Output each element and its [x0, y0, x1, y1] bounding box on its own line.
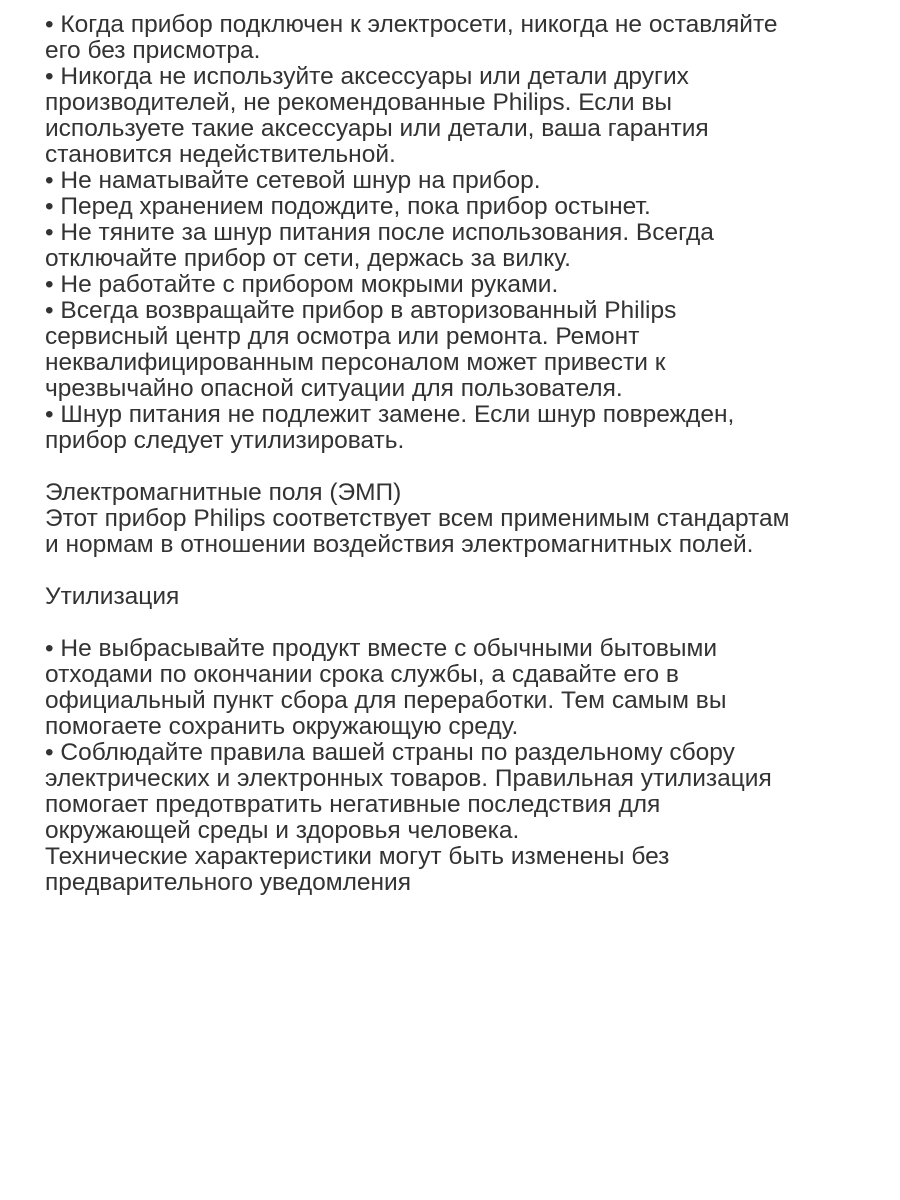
- text-line: помогаете сохранить окружающую среду.: [45, 713, 519, 740]
- text-line: окружающей среды и здоровья человека.: [45, 817, 520, 844]
- text-line: • Никогда не используйте аксессуары или детали других: [45, 63, 689, 90]
- text-line: • Когда прибор подключен к электросети, никогда не оставляйте: [45, 11, 778, 38]
- text-line: официальный пункт сбора для переработки. Тем самым вы: [45, 687, 727, 714]
- emf-section: [45, 480, 875, 558]
- text-line: Технические характеристики могут быть изменены без: [45, 843, 670, 870]
- text-line: отходами по окончании срока службы, а сдавайте его в: [45, 661, 679, 688]
- spacer: [45, 610, 875, 636]
- document-body: [45, 12, 875, 896]
- text-line: неквалифицированным персоналом может привести к: [45, 349, 666, 376]
- text-line: сервисный центр для осмотра или ремонта. Ремонт: [45, 323, 640, 350]
- footer-note: [45, 844, 875, 896]
- text-line: используете такие аксессуары или детали, ваша гарантия: [45, 115, 709, 142]
- list-item: [45, 402, 875, 454]
- text-line: чрезвычайно опасной ситуации для пользователя.: [45, 375, 623, 402]
- section-heading: Утилизация: [45, 583, 180, 610]
- text-line: помогает предотвратить негативные последствия для: [45, 791, 661, 818]
- section-heading: Электромагнитные поля (ЭМП): [45, 479, 402, 506]
- text-line: его без присмотра.: [45, 37, 261, 64]
- text-line: предварительного уведомления: [45, 869, 412, 896]
- list-item: [45, 194, 875, 220]
- text-line: прибор следует утилизировать.: [45, 427, 405, 454]
- text-line: производителей, не рекомендованные Philips. Если вы: [45, 89, 672, 116]
- text-line: Этот прибор Philips соответствует всем применимым стандартам: [45, 505, 790, 532]
- list-item: [45, 298, 875, 402]
- text-line: • Шнур питания не подлежит замене. Если шнур поврежден,: [45, 401, 735, 428]
- text-line: • Перед хранением подождите, пока прибор остынет.: [45, 193, 651, 220]
- list-item: [45, 64, 875, 168]
- text-line: • Всегда возвращайте прибор в авторизованный Philips: [45, 297, 677, 324]
- text-line: • Не работайте с прибором мокрыми руками.: [45, 271, 559, 298]
- text-line: • Соблюдайте правила вашей страны по раздельному сбору: [45, 739, 735, 766]
- spacer: [45, 454, 875, 480]
- list-item: [45, 220, 875, 272]
- text-line: отключайте прибор от сети, держась за вилку.: [45, 245, 571, 272]
- disposal-section: [45, 584, 875, 844]
- list-item: [45, 272, 875, 298]
- list-item: [45, 740, 875, 844]
- text-line: • Не выбрасывайте продукт вместе с обычными бытовыми: [45, 635, 718, 662]
- safety-list: [45, 12, 875, 454]
- text-line: и нормам в отношении воздействия электромагнитных полей.: [45, 531, 754, 558]
- list-item: [45, 636, 875, 740]
- text-line: • Не наматывайте сетевой шнур на прибор.: [45, 167, 541, 194]
- list-item: [45, 12, 875, 64]
- text-line: электрических и электронных товаров. Правильная утилизация: [45, 765, 772, 792]
- text-line: • Не тяните за шнур питания после использования. Всегда: [45, 219, 714, 246]
- list-item: [45, 168, 875, 194]
- spacer: [45, 558, 875, 584]
- text-line: становится недействительной.: [45, 141, 396, 168]
